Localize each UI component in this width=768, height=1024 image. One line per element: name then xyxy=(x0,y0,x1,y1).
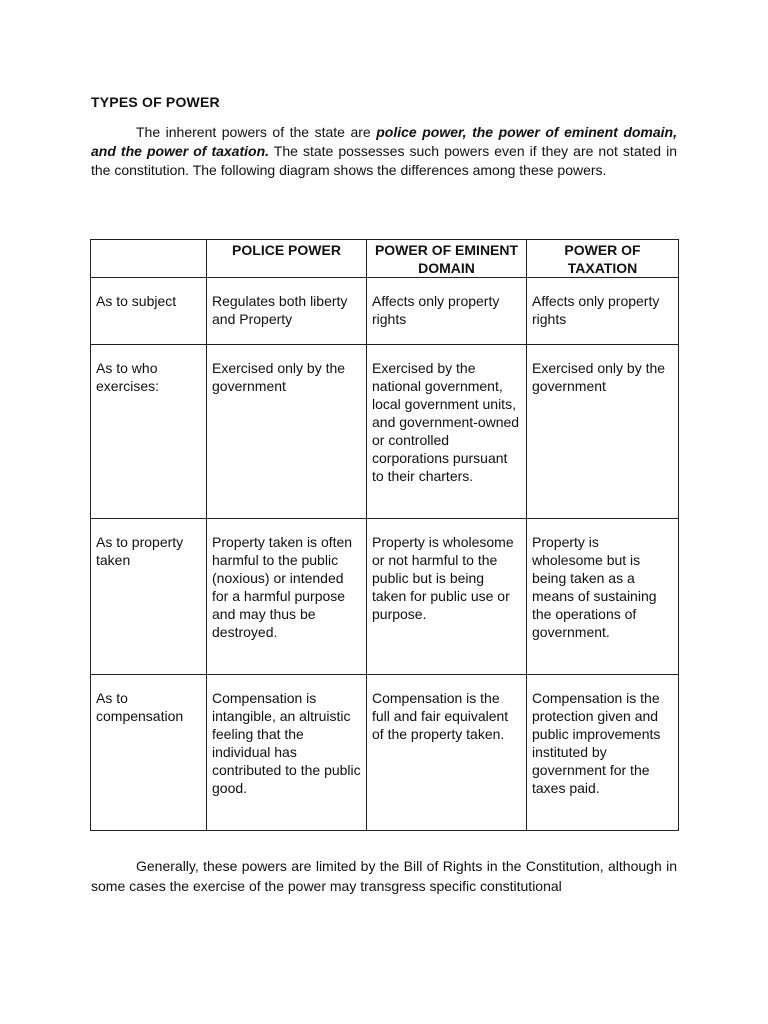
header-police-power: POLICE POWER xyxy=(207,240,367,278)
intro-rest: The state possesses such powers even if they are not stated in the constitution. The following diagram shows the differences among these powers. xyxy=(91,143,677,178)
intro-paragraph xyxy=(91,123,677,180)
taxation-cell: Exercised only by the government xyxy=(527,345,679,519)
eminent-domain-cell: Compensation is the full and fair equivalent of the property taken. xyxy=(367,675,527,831)
table-row xyxy=(91,519,679,675)
table-row xyxy=(91,345,679,519)
row-label: As to subject xyxy=(91,278,207,345)
eminent-domain-cell: Affects only property rights xyxy=(367,278,527,345)
header-taxation: POWER OF TAXATION xyxy=(527,240,679,278)
police-power-cell: Exercised only by the government xyxy=(207,345,367,519)
closing-text: Generally, these powers are limited by the Bill of Rights in the Constitution, although in some cases the exercise of the power may transgress specific constitutional xyxy=(91,858,677,894)
header-empty-cell xyxy=(91,240,207,278)
taxation-cell: Property is wholesome but is being taken as a means of sustaining the operations of government. xyxy=(527,519,679,675)
table-row xyxy=(91,278,679,345)
powers-comparison-table xyxy=(90,239,679,831)
closing-paragraph xyxy=(91,856,677,896)
table-row xyxy=(91,675,679,831)
row-label: As to property taken xyxy=(91,519,207,675)
police-power-cell: Regulates both liberty and Property xyxy=(207,278,367,345)
police-power-cell: Compensation is intangible, an altruistic feeling that the individual has contributed to the public good. xyxy=(207,675,367,831)
taxation-cell: Compensation is the protection given and public improvements instituted by government for the taxes paid. xyxy=(527,675,679,831)
table-header-row xyxy=(91,240,679,278)
taxation-cell: Affects only property rights xyxy=(527,278,679,345)
eminent-domain-cell: Property is wholesome or not harmful to the public but is being taken for public use or purpose. xyxy=(367,519,527,675)
row-label: As to compensation xyxy=(91,675,207,831)
row-label: As to who exercises: xyxy=(91,345,207,519)
intro-lead: The inherent powers of the state are xyxy=(136,124,377,140)
police-power-cell: Property taken is often harmful to the public (noxious) or intended for a harmful purpose and may thus be destroyed. xyxy=(207,519,367,675)
section-title: TYPES OF POWER xyxy=(91,94,220,110)
eminent-domain-cell: Exercised by the national government, local government units, and government-owned or controlled corporations pursuant to their charters. xyxy=(367,345,527,519)
header-eminent-domain: POWER OF EMINENT DOMAIN xyxy=(367,240,527,278)
intro-emphasis: police power, the power of eminent domain, and the power of taxation. xyxy=(91,124,677,159)
